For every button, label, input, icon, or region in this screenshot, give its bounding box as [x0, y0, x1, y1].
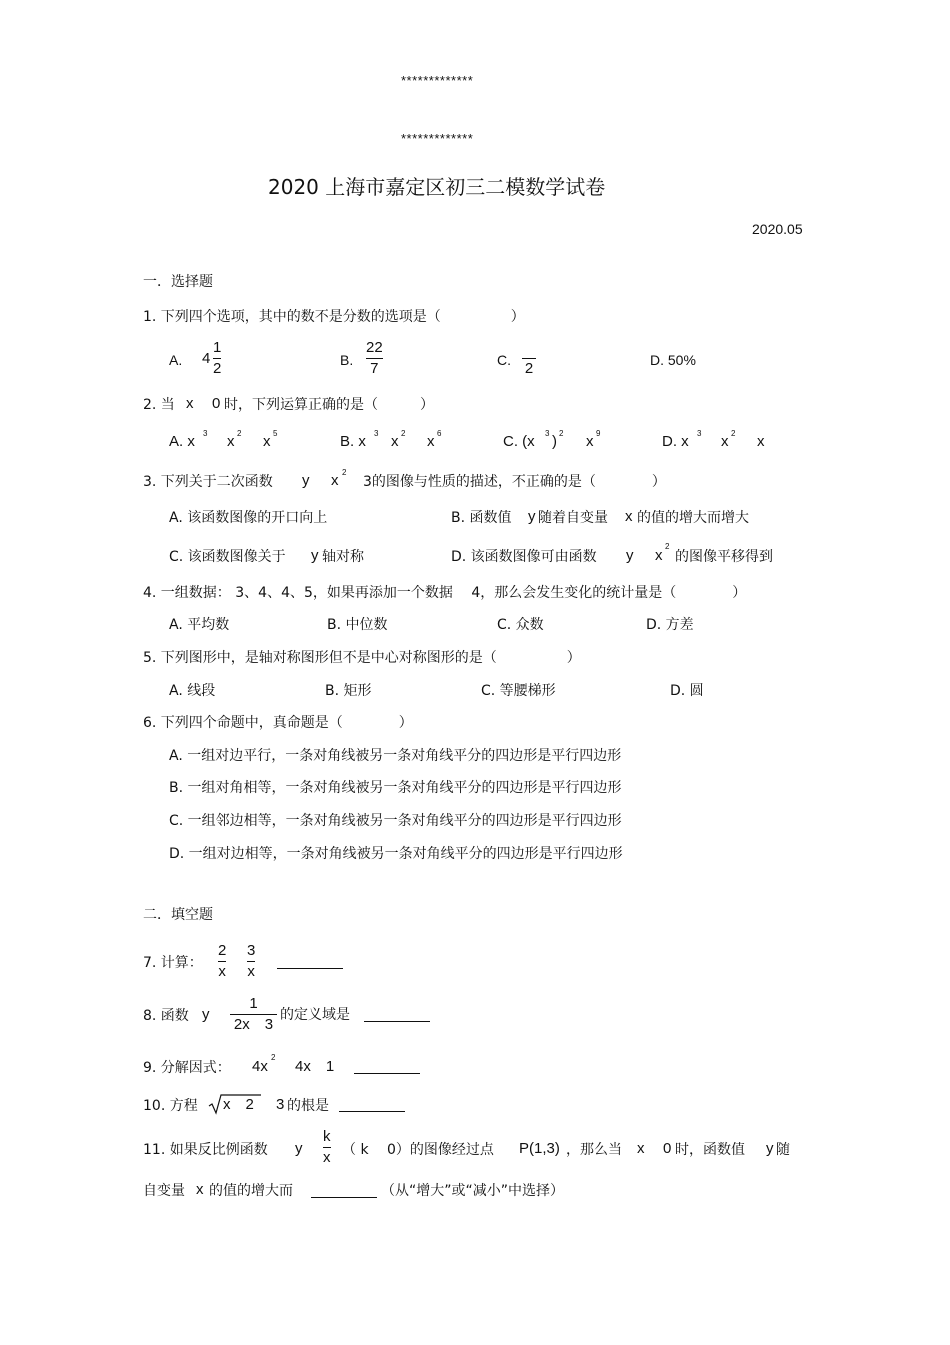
fraction-denominator: x	[323, 1149, 331, 1166]
option-b: B. x	[340, 433, 366, 450]
mixed-number-whole: 4	[202, 350, 211, 367]
question-11-label: 11. 如果反比例函数	[143, 1142, 268, 1158]
math-var: x	[721, 433, 729, 450]
option-c: C. 等腰梯形	[481, 683, 556, 699]
question-8-label: 8. 函数	[143, 1008, 189, 1024]
math-var: x	[637, 1140, 645, 1157]
option-b: B. 一组对角相等，一条对角线被另一条对角线平分的四边形是平行四边形	[169, 780, 622, 796]
fraction-bar	[247, 961, 255, 962]
math-var: x	[427, 433, 435, 450]
question-11-mid: ，那么当	[566, 1142, 622, 1158]
fraction-numerator: 22	[366, 339, 383, 356]
question-10-tail: 的根是	[287, 1098, 329, 1114]
option-a: A. 该函数图像的开口向上	[169, 510, 328, 526]
answer-blank[interactable]	[277, 968, 343, 969]
option-c-fraction	[522, 339, 536, 378]
fraction-denominator: 7	[370, 360, 379, 377]
option-d: 的图像平移得到	[675, 549, 773, 565]
math-var: y	[311, 547, 319, 564]
exponent: 3	[545, 429, 550, 438]
math-var: x	[625, 508, 633, 525]
option-c-label: C.	[497, 352, 511, 368]
math-var: y	[626, 547, 634, 564]
fraction-denominator: x	[247, 963, 255, 980]
question-11-line2: （从“增大”或“减小”中选择）	[381, 1183, 565, 1199]
question-10-label: 10. 方程	[143, 1098, 198, 1114]
fraction-denominator: 2x 3	[233, 1016, 274, 1033]
fraction-denominator: 2	[524, 360, 534, 377]
point-label: P(1,3)	[519, 1140, 560, 1157]
exponent: 6	[437, 429, 442, 438]
option-b: 随着自变量	[538, 510, 608, 526]
question-1: 1. 下列四个选项，其中的数不是分数的选项是（ ）	[143, 309, 525, 325]
header-stars: *************	[401, 131, 474, 146]
header-stars: *************	[401, 73, 474, 88]
exponent: 2	[401, 429, 406, 438]
math-paren: )	[552, 433, 557, 450]
fraction-numerator: 1	[213, 339, 222, 356]
option-b-label: B.	[340, 352, 354, 368]
exponent: 9	[596, 429, 601, 438]
option-b: B. 中位数	[327, 617, 388, 633]
fraction-numerator: k	[323, 1128, 331, 1145]
math-var: x	[263, 433, 271, 450]
option-c: C. 该函数图像关于	[169, 549, 286, 565]
fraction-bar	[218, 961, 226, 962]
option-d: D. 50%	[650, 352, 696, 368]
question-7-label: 7. 计算：	[143, 955, 203, 971]
fraction-bar	[323, 1147, 331, 1148]
option-a: A. 平均数	[169, 617, 230, 633]
fraction-bar	[522, 358, 536, 359]
question-3-stem: 3. 下列关于二次函数	[143, 474, 273, 490]
math-num: 0	[212, 395, 221, 412]
section-heading: 一．选择题	[143, 274, 213, 290]
math-var: x	[757, 433, 765, 450]
math-var: y	[528, 508, 536, 525]
math-var: y	[302, 472, 310, 489]
option-a: A. x	[169, 433, 195, 450]
option-d: D. 该函数图像可由函数	[451, 549, 597, 565]
math-var: x	[331, 472, 339, 489]
radicand: x 2	[223, 1096, 254, 1113]
math-expr: 4x 1	[295, 1058, 335, 1075]
fraction-denominator: 2	[213, 360, 222, 377]
math-num: 3	[276, 1096, 285, 1113]
math-var: x	[586, 433, 594, 450]
option-a-fraction	[213, 339, 221, 378]
exponent: 3	[697, 429, 702, 438]
question-3-stem: 3的图像与性质的描述，不正确的是（ ）	[363, 474, 666, 490]
option-b: B. 函数值	[451, 510, 512, 526]
option-c: 轴对称	[322, 549, 364, 565]
fraction-numerator: 3	[247, 942, 256, 959]
option-b: 的值的增大而增大	[637, 510, 749, 526]
question-11-tail: 随	[776, 1142, 790, 1158]
option-d: D. 一组对边相等，一条对角线被另一条对角线平分的四边形是平行四边形	[169, 846, 623, 862]
option-b-fraction	[366, 339, 383, 378]
question-9-label: 9. 分解因式：	[143, 1060, 231, 1076]
exponent: 2	[559, 429, 564, 438]
question-11-cond: （ k 0）的图像经过点	[342, 1142, 494, 1158]
option-c: C. (x	[503, 433, 535, 450]
question-11-line2: 的值的增大而	[209, 1183, 293, 1199]
section-heading: 二．填空题	[143, 907, 213, 923]
option-a-label: A.	[169, 352, 183, 368]
fraction	[247, 942, 255, 981]
math-expr: 4x	[252, 1058, 268, 1075]
exponent: 3	[203, 429, 208, 438]
question-2-stem: 2. 当	[143, 397, 175, 413]
option-b: B. 矩形	[325, 683, 372, 699]
answer-blank[interactable]	[311, 1197, 377, 1198]
exponent: 2	[237, 429, 242, 438]
math-var: x	[227, 433, 235, 450]
exponent: 2	[342, 468, 347, 477]
fraction	[230, 995, 277, 1034]
math-var: x	[655, 547, 663, 564]
fraction-numerator: 2	[218, 942, 227, 959]
exam-date: 2020.05	[752, 221, 803, 237]
question-8-tail: 的定义域是	[280, 1007, 350, 1023]
fraction	[323, 1128, 331, 1167]
exponent: 5	[273, 429, 278, 438]
option-d: D. 圆	[670, 683, 704, 699]
fraction-bar	[366, 358, 383, 359]
question-5: 5. 下列图形中，是轴对称图形但不是中心对称图形的是（ ）	[143, 650, 581, 666]
page-title: 2020 上海市嘉定区初三二模数学试卷	[268, 175, 606, 199]
option-a: A. 线段	[169, 683, 216, 699]
question-11-mid: 时，函数值	[675, 1142, 745, 1158]
math-var: x	[196, 1181, 204, 1198]
fraction	[218, 942, 226, 981]
answer-blank[interactable]	[364, 1021, 430, 1022]
exponent: 2	[665, 542, 670, 551]
fraction-numerator: 1	[249, 995, 258, 1012]
option-c: C. 一组邻边相等，一条对角线被另一条对角线平分的四边形是平行四边形	[169, 813, 622, 829]
option-d: D. 方差	[646, 617, 694, 633]
fraction-bar	[230, 1014, 277, 1015]
math-var: y	[766, 1140, 774, 1157]
math-num: 0	[663, 1140, 672, 1157]
fraction-bar	[213, 358, 221, 359]
math-var: y	[202, 1006, 210, 1023]
exponent: 2	[271, 1053, 276, 1062]
question-4: 4. 一组数据： 3、4、4、5，如果再添加一个数据 4，那么会发生变化的统计量是（ ）	[143, 585, 747, 601]
math-var: x	[186, 395, 194, 412]
answer-blank[interactable]	[339, 1111, 405, 1112]
option-a: A. 一组对边平行，一条对角线被另一条对角线平分的四边形是平行四边形	[169, 748, 622, 764]
answer-blank[interactable]	[354, 1073, 420, 1074]
question-6: 6. 下列四个命题中，真命题是（ ）	[143, 715, 413, 731]
exponent: 2	[731, 429, 736, 438]
math-var: y	[295, 1140, 303, 1157]
fraction-denominator: x	[218, 963, 226, 980]
exponent: 3	[374, 429, 379, 438]
question-2-stem: 时，下列运算正确的是（ ）	[224, 397, 434, 413]
option-c: C. 众数	[497, 617, 544, 633]
math-var: x	[391, 433, 399, 450]
question-11-line2: 自变量	[143, 1183, 185, 1199]
option-d: D. x	[662, 433, 689, 450]
